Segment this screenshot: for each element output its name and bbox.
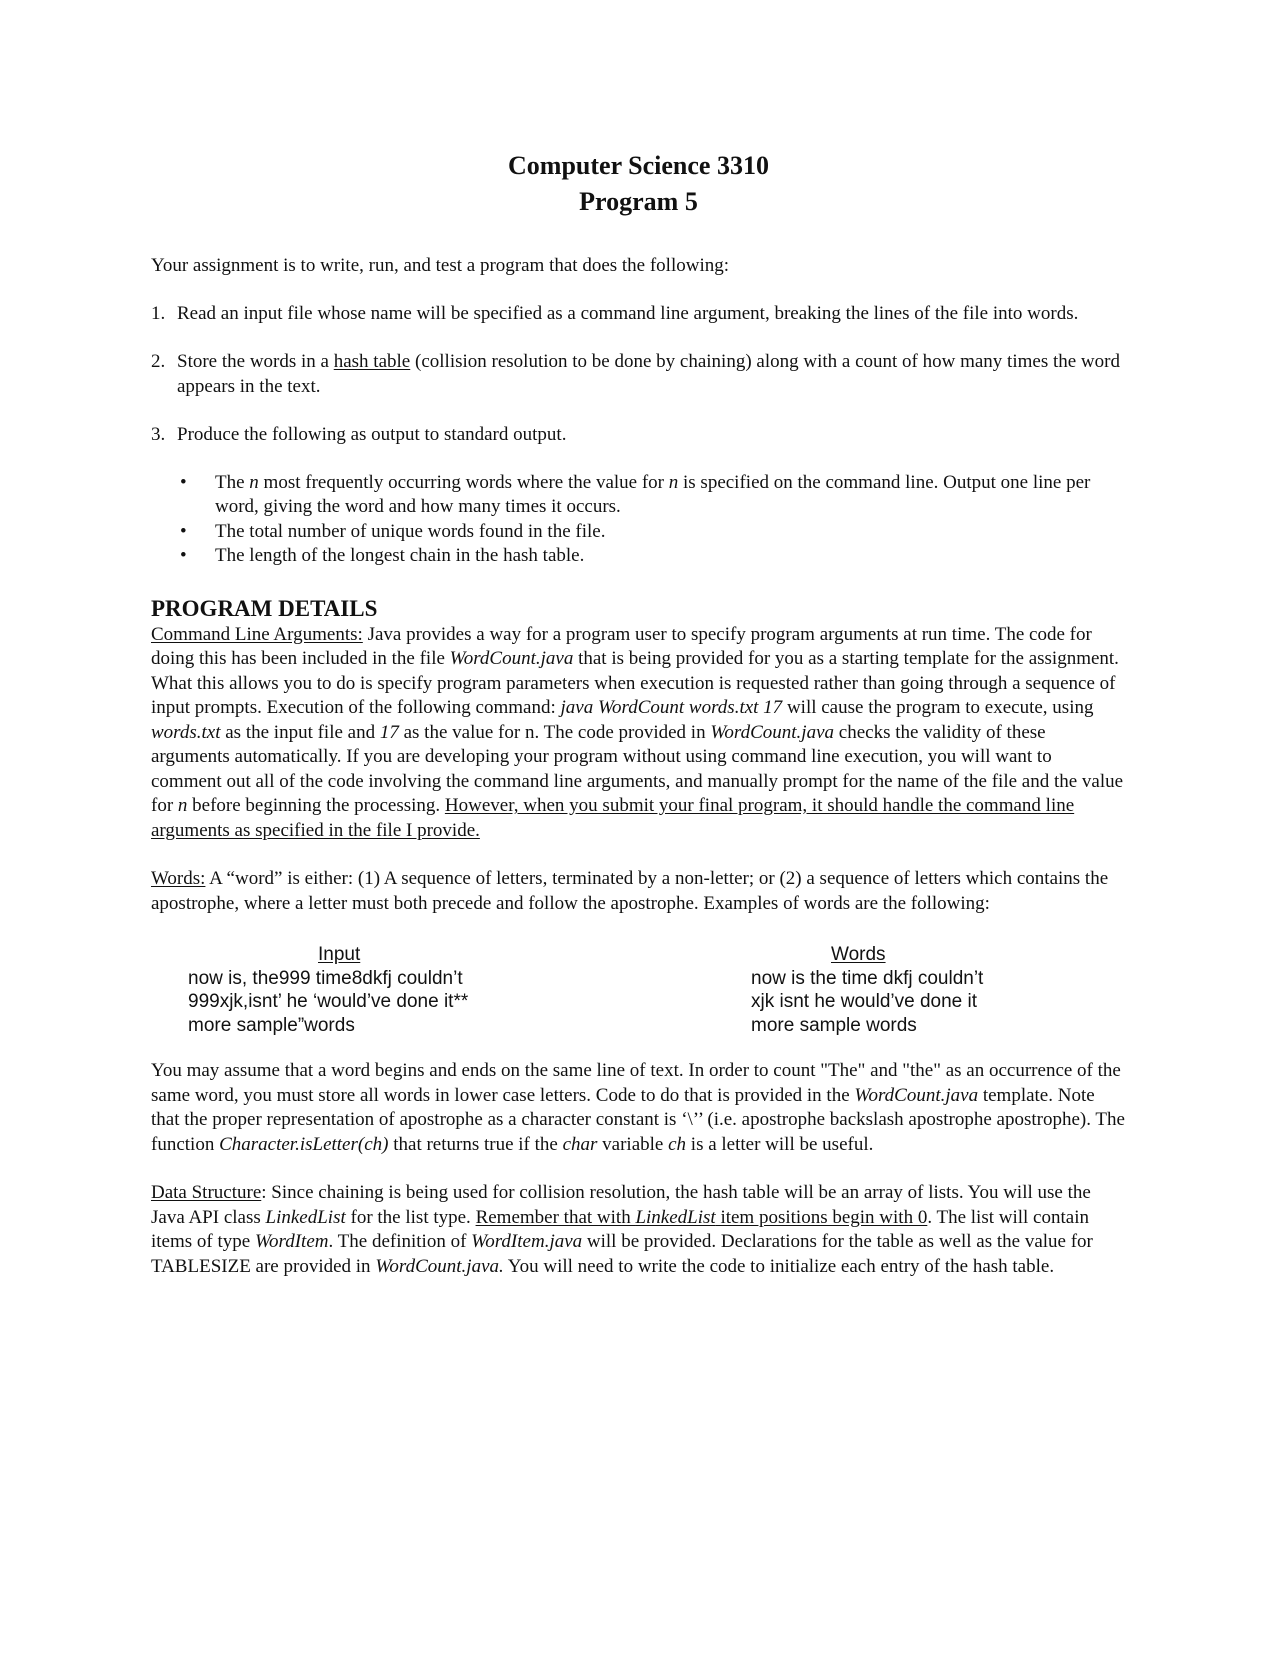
list-item-3 xyxy=(151,423,1126,448)
filename: WordItem.java xyxy=(471,1231,583,1252)
command-line-arguments-paragraph xyxy=(151,623,1126,844)
list-item-2 xyxy=(151,350,1126,399)
section-label: Data Structure xyxy=(151,1182,262,1203)
filename: WordCount.java xyxy=(854,1084,979,1106)
input-line: now is, the999 time8dkfj couldn’t xyxy=(188,967,463,989)
program-details-heading: PROGRAM DETAILS xyxy=(151,595,378,621)
input-column xyxy=(188,943,528,1037)
list-item-1 xyxy=(151,302,1126,327)
input-column-header: Input xyxy=(318,944,361,965)
list-marker: 2. xyxy=(151,351,166,372)
paragraph-text: checks the validity of these arguments automatically. If you are developing your program without using command line execution, you will want to comment out all of the code involving the command line arguments, and manually prompt for the name of the file and the value for xyxy=(151,721,1124,816)
paragraph-text: A “word” is either: (1) A sequence of letters, terminated by a non-letter; or (2) a sequence of letters which contains the apostrophe, where a letter must both precede and follow the apostrophe. Examples of words are the following: xyxy=(151,868,1109,914)
number-value: 17 xyxy=(379,721,399,743)
reminder-text: item positions begin with 0 xyxy=(715,1206,928,1228)
paragraph-text: as the value for n. The code provided in xyxy=(398,721,711,743)
section-label: Command Line Arguments: xyxy=(151,623,363,645)
lowercase-paragraph xyxy=(151,1059,1126,1157)
paragraph-text: . The list will contain items of type xyxy=(151,1206,1089,1252)
list-item-text: Produce the following as output to standard output. xyxy=(177,424,567,445)
class-name: LinkedList xyxy=(635,1206,716,1228)
paragraph-text: will cause the program to execute, using xyxy=(782,697,1094,718)
list-marker: 1. xyxy=(151,302,166,324)
bullet-icon: • xyxy=(180,520,187,542)
output-bullet-list xyxy=(177,471,1126,569)
class-name: LinkedList xyxy=(265,1206,346,1228)
index-reminder xyxy=(476,1207,928,1228)
paragraph-text: : Since chaining is being used for collision resolution, the hash table will be an array of lists. You will use the Java API class xyxy=(151,1182,1091,1228)
paragraph-text: that is being provided for you as a starting template for the assignment. What this allows you to do is specify program parameters when execution is requested rather than going through a sequence of input prompts. Execution of the following command: xyxy=(151,648,1119,718)
data-structure-paragraph xyxy=(151,1181,1126,1279)
bullet-item-longest-chain xyxy=(177,544,1126,569)
list-item-text: Read an input file whose name will be specified as a command line argument, breaking the lines of the file into words. xyxy=(177,302,1079,324)
bullet-text: The xyxy=(215,471,250,493)
submission-warning: However, when you submit your final program, it should handle the command line arguments as specified in the file I provide. xyxy=(151,795,1075,841)
bullet-item-unique-words xyxy=(177,520,1126,545)
list-marker: 3. xyxy=(151,424,166,445)
list-item-text-post: (collision resolution to be done by chaining) along with a count of how many times the word appears in the text. xyxy=(177,351,1120,397)
reminder-text: Remember that with xyxy=(475,1206,636,1228)
paragraph-text: variable xyxy=(597,1133,669,1155)
input-line: 999xjk,isnt’ he ‘would’ve done it** xyxy=(188,991,469,1012)
word-examples-table xyxy=(151,943,1126,1036)
list-item-text-pre: Store the words in a xyxy=(177,351,334,372)
filename: WordCount.java. xyxy=(375,1255,504,1277)
paragraph-text: will be provided. Declarations for the table as well as the value for TABLESIZE are provided in xyxy=(151,1231,1093,1277)
bullet-icon: • xyxy=(180,545,187,566)
words-line: now is the time dkfj couldn’t xyxy=(751,967,984,989)
paragraph-text: that returns true if the xyxy=(388,1133,563,1155)
words-paragraph xyxy=(151,867,1126,916)
command-example: java WordCount words.txt 17 xyxy=(560,697,783,718)
bullet-text: The length of the longest chain in the hash table. xyxy=(215,545,585,566)
words-line: more sample words xyxy=(751,1014,917,1036)
paragraph-text: as the input file and xyxy=(220,721,380,743)
paragraph-text: template. Note that the proper representation of apostrophe as a character constant is ‘\’’ (i.e. apostrophe backslash apostrophe apostrophe). The function xyxy=(151,1084,1125,1155)
words-column-header: Words xyxy=(831,944,886,965)
n-variable: n xyxy=(177,795,188,816)
paragraph-text: You may assume that a word begins and ends on the same line of text. In order to count "The" and "the" as an occurrence of the same word, you must store all words in lower case letters. Code to do that is provided in the xyxy=(151,1060,1121,1106)
words-column xyxy=(751,943,1051,1037)
class-name: WordItem xyxy=(254,1231,329,1252)
function-name: Character.isLetter(ch) xyxy=(219,1133,389,1155)
section-label: Words: xyxy=(151,868,206,889)
hash-table-term: hash table xyxy=(333,351,411,372)
type-name: char xyxy=(562,1133,598,1155)
variable-name: ch xyxy=(668,1133,687,1155)
filename: WordCount.java xyxy=(710,721,835,743)
n-variable: n xyxy=(668,471,679,493)
n-variable: n xyxy=(249,471,259,493)
bullet-text: most frequently occurring words where the value for xyxy=(258,471,669,493)
paragraph-text: . The definition of xyxy=(328,1231,472,1252)
numbered-list xyxy=(151,302,1126,448)
input-line: more sample”words xyxy=(188,1014,355,1036)
filename: WordCount.java xyxy=(449,648,574,669)
filename: words.txt xyxy=(151,721,221,743)
paragraph-text: before beginning the processing. xyxy=(187,795,445,816)
bullet-icon: • xyxy=(180,471,187,493)
paragraph-text: is a letter will be useful. xyxy=(686,1133,874,1155)
paragraph-text: You will need to write the code to initialize each entry of the hash table. xyxy=(503,1255,1055,1277)
words-line: xjk isnt he would’ve done it xyxy=(751,991,978,1012)
program-title: Program 5 xyxy=(579,187,698,216)
paragraph-text: for the list type. xyxy=(345,1206,476,1228)
intro-paragraph: Your assignment is to write, run, and test a program that does the following: xyxy=(151,255,730,276)
bullet-item-n-words xyxy=(177,471,1126,520)
bullet-text: is specified on the command line. Output one line per word, giving the word and how many times it occurs. xyxy=(215,471,1091,517)
document-content xyxy=(151,148,1126,1279)
course-title: Computer Science 3310 xyxy=(508,151,769,180)
paragraph-text: Java provides a way for a program user to specify program arguments at run time. The code for doing this has been included in the file xyxy=(151,623,1092,669)
bullet-text: The total number of unique words found in the file. xyxy=(215,520,606,542)
